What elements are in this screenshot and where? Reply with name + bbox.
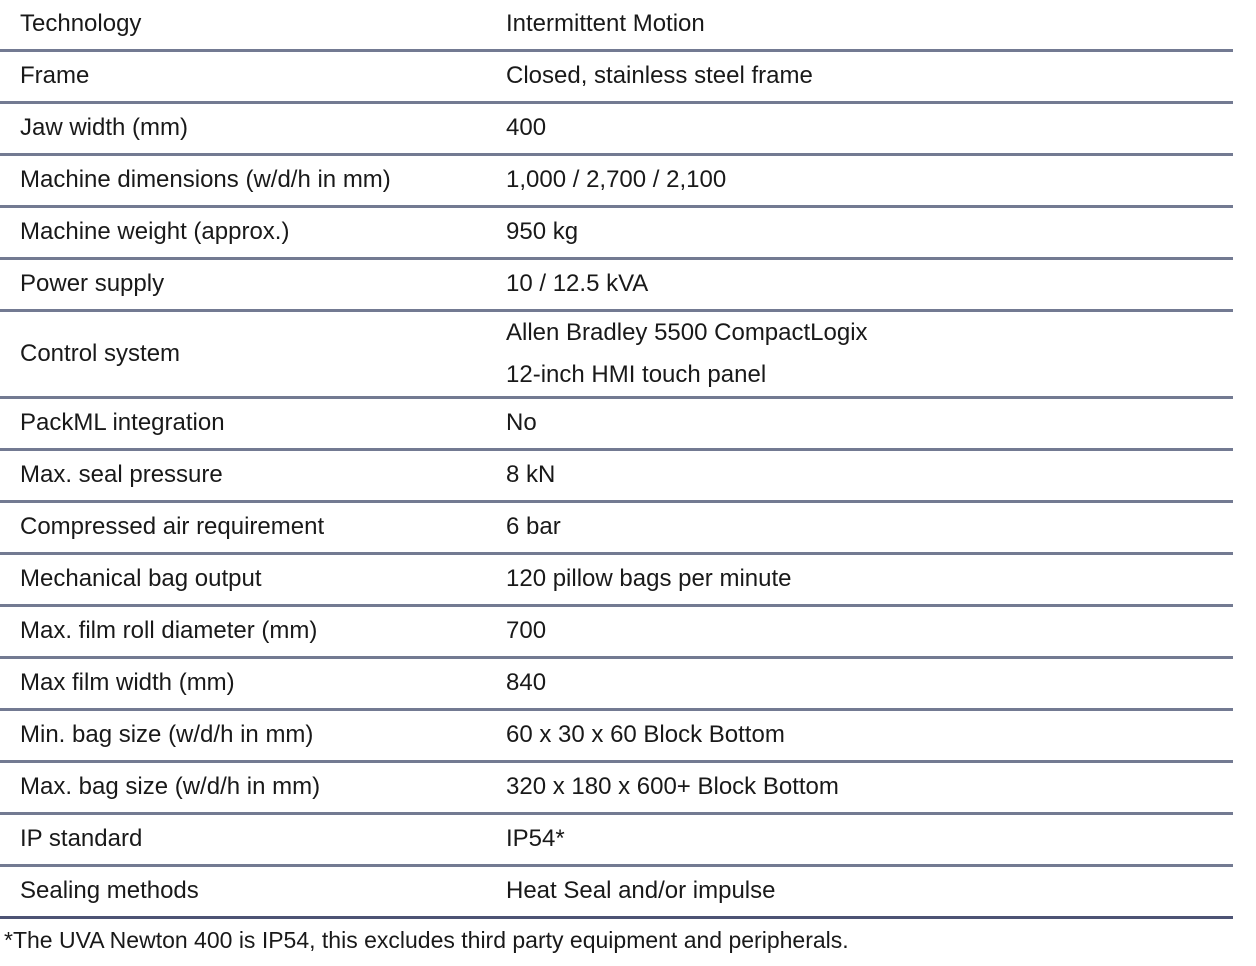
table-row (0, 867, 1233, 919)
spec-label: Max. bag size (w/d/h in mm) (20, 773, 321, 801)
table-row (0, 659, 1233, 711)
table-row (0, 503, 1233, 555)
spec-value: Intermittent Motion (506, 10, 705, 38)
spec-value: 950 kg (506, 218, 579, 246)
spec-label: PackML integration (20, 409, 225, 437)
spec-label: Max film width (mm) (20, 669, 235, 697)
spec-value: 1,000 / 2,700 / 2,100 (506, 166, 727, 194)
spec-value: 320 x 180 x 600+ Block Bottom (506, 773, 839, 801)
table-row (0, 555, 1233, 607)
spec-value: 8 kN (506, 461, 556, 489)
spec-label: Jaw width (mm) (20, 114, 189, 142)
spec-label: Control system (20, 339, 181, 367)
spec-value: IP54* (506, 825, 565, 853)
spec-value: Closed, stainless steel frame (506, 62, 813, 90)
spec-value (506, 312, 1233, 396)
spec-value: Heat Seal and/or impulse (506, 877, 776, 905)
spec-label: Max. seal pressure (20, 461, 223, 489)
table-row (0, 451, 1233, 503)
spec-label: Machine weight (approx.) (20, 218, 290, 246)
spec-value: 6 bar (506, 513, 561, 541)
table-row (0, 208, 1233, 260)
table-row (0, 156, 1233, 208)
spec-label: Sealing methods (20, 877, 199, 905)
table-row (0, 607, 1233, 659)
spec-label: IP standard (20, 825, 143, 853)
spec-label: Power supply (20, 270, 165, 298)
table-row (0, 815, 1233, 867)
spec-value: No (506, 409, 537, 437)
table-row (0, 52, 1233, 104)
spec-value-line-1: Allen Bradley 5500 CompactLogix (506, 319, 868, 346)
spec-value: 10 / 12.5 kVA (506, 270, 649, 298)
spec-label: Max. film roll diameter (mm) (20, 617, 318, 645)
spec-label: Frame (20, 62, 90, 90)
spec-value-line-2: 12-inch HMI touch panel (506, 361, 767, 388)
spec-label: Min. bag size (w/d/h in mm) (20, 721, 314, 749)
spec-label: Machine dimensions (w/d/h in mm) (20, 166, 391, 194)
spec-value: 840 (506, 669, 547, 697)
spec-value: 60 x 30 x 60 Block Bottom (506, 721, 785, 749)
table-row (0, 711, 1233, 763)
table-row (0, 104, 1233, 156)
spec-value: 120 pillow bags per minute (506, 565, 792, 593)
table-row-control-system (0, 312, 1233, 399)
table-row (0, 260, 1233, 312)
spec-value: 700 (506, 617, 547, 645)
footnote: *The UVA Newton 400 is IP54, this excludes third party equipment and peripherals. (4, 927, 849, 953)
spec-label: Compressed air requirement (20, 513, 325, 541)
spec-value: 400 (506, 114, 547, 142)
table-row (0, 399, 1233, 451)
table-row (0, 0, 1233, 52)
spec-label: Technology (20, 10, 142, 38)
spec-label: Mechanical bag output (20, 565, 262, 593)
table-row (0, 763, 1233, 815)
